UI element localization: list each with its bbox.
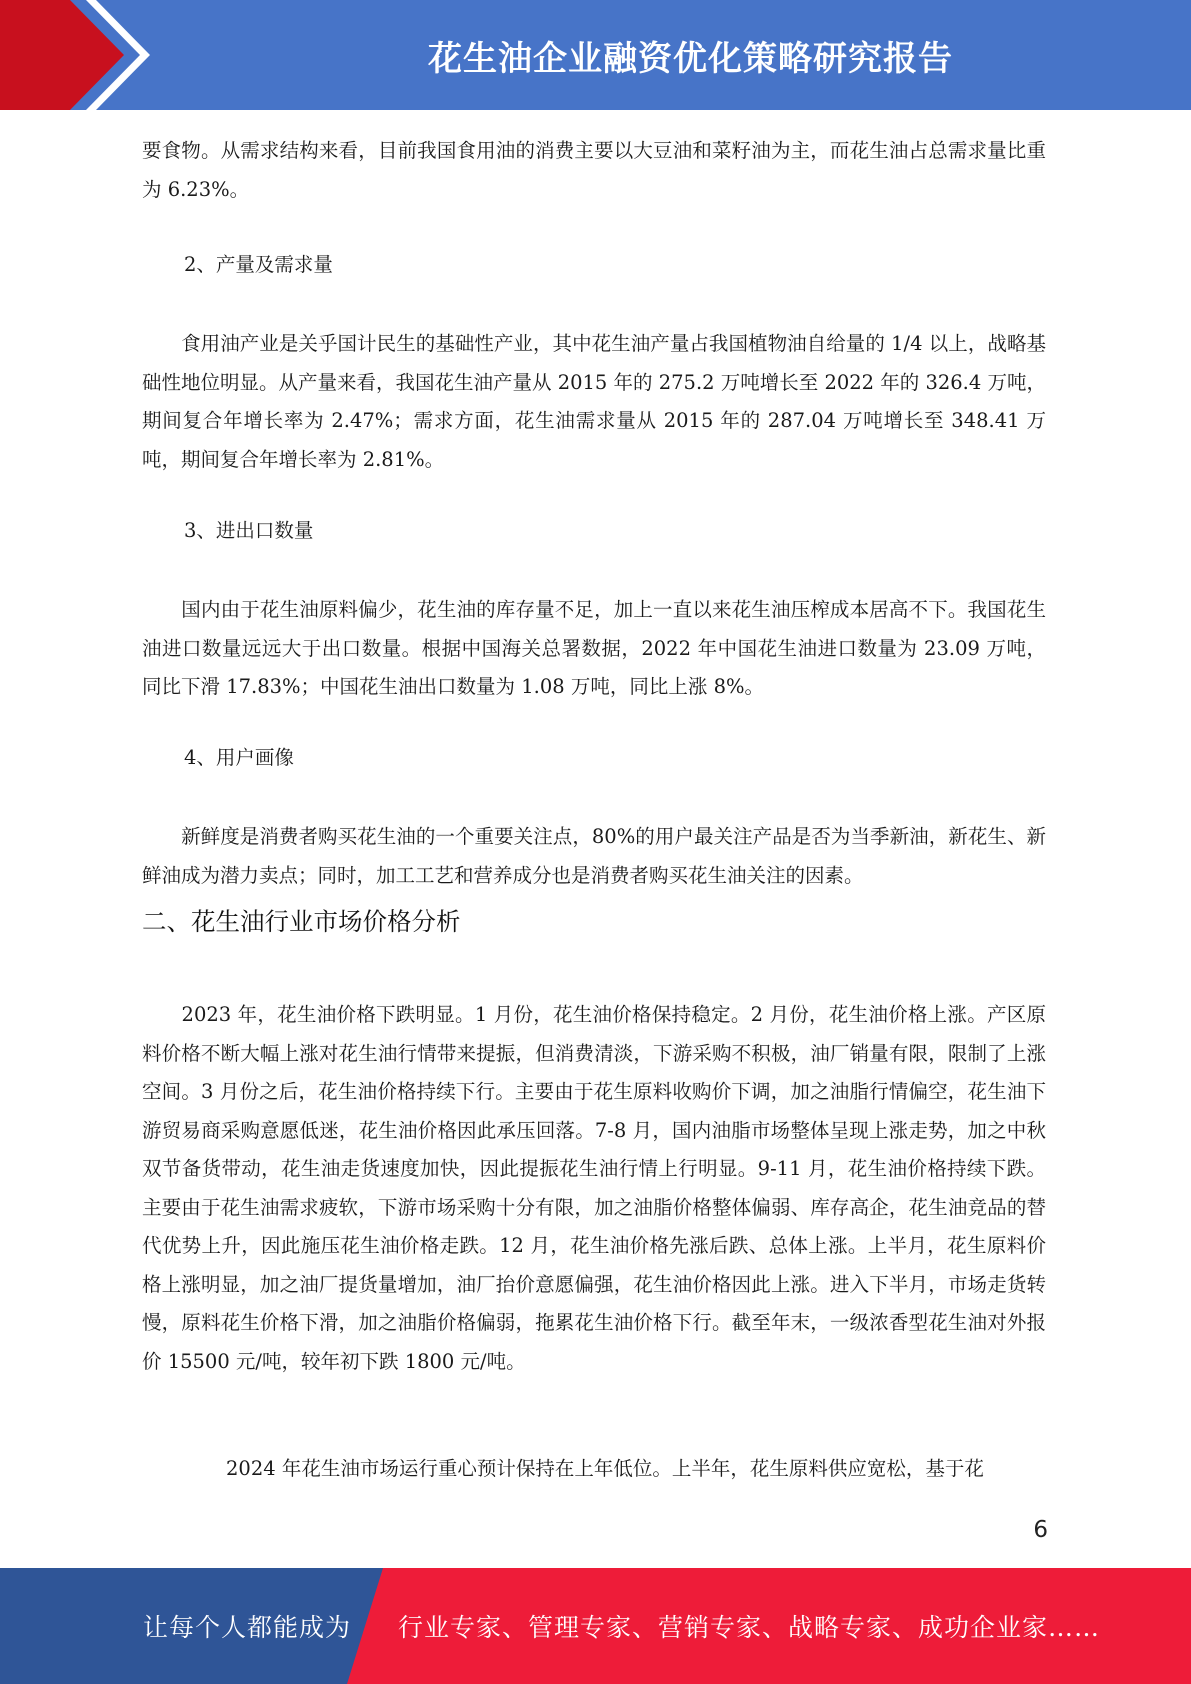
- paragraph-price-2023: 2023 年，花生油价格下跌明显。1 月份，花生油价格保持稳定。2 月份，花生油价格上涨。产区原料价格不断大幅上涨对花生油行情带来提振，但消费清淡，下游采购不积极，油厂销量有限，限制了上涨空间。3 月份之后，花生油价格持续下行。主要由于花生原料收购价下调，加之油脂行情偏空，花生油下游贸易商采购意愿低迷，花生油价格因此承压回落。7-8 月，国内油脂市场整体呈现上涨走势，加之中秋双节备货带动，花生油走货速度加快，因此提振花生油行情上行明显。9-11 月，花生油价格持续下跌。主要由于花生油需求疲软，下游市场采购十分有限，加之油脂价格整体偏弱、库存高企，花生油竞品的替代优势上升，因此施压花生油价格走跌。12 月，花生油价格先涨后跌、总体上涨。上半月，花生原料价格上涨明显，加之油厂提货量增加，油厂抬价意愿偏强，花生油价格因此上涨。进入下半月，市场走货转慢，原料花生价格下滑，加之油脂价格偏弱，拖累花生油价格下行。截至年末，一级浓香型花生油对外报价 15500 元/吨，较年初下跌 1800 元/吨。: [142, 1003, 1046, 1373]
- paragraph-user-profile: 新鲜度是消费者购买花生油的一个重要关注点，80%的用户最关注产品是否为当季新油，新花生、新鲜油成为潜力卖点；同时，加工工艺和营养成分也是消费者购买花生油关注的因素。: [142, 825, 1046, 887]
- paragraph-output-demand: 食用油产业是关乎国计民生的基础性产业，其中花生油产量占我国植物油自给量的 1/4 以上，战略基础性地位明显。从产量来看，我国花生油产量从 2015 年的 275.2 万吨增长至 2022 年的 326.4 万吨，期间复合年增长率为 2.47%；需求方面，花生油需求量从 2015 年的 287.04 万吨增长至 348.41 万吨，期间复合年增长率为 2.81%。: [142, 332, 1046, 471]
- paragraph-import-export: 国内由于花生油原料偏少，花生油的库存量不足，加上一直以来花生油压榨成本居高不下。我国花生油进口数量远远大于出口数量。根据中国海关总署数据，2022 年中国花生油进口数量为 23.09 万吨，同比下滑 17.83%；中国花生油出口数量为 1.08 万吨，同比上涨 8%。: [142, 598, 1046, 698]
- page-number: 6: [1033, 1517, 1048, 1543]
- footer-slogan-left: 让每个人都能成为: [143, 1613, 352, 1642]
- footer-band: [0, 1568, 1191, 1684]
- header-arrow-icon: [0, 0, 160, 110]
- subheading-user-profile: 4、用户画像: [184, 746, 294, 769]
- paragraph-demand-structure: 要食物。从需求结构来看，目前我国食用油的消费主要以大豆油和菜籽油为主，而花生油占总需求量比重为 6.23%。: [142, 139, 1046, 201]
- section-heading-price-analysis: 二、花生油行业市场价格分析: [142, 907, 461, 936]
- footer-slogan-right: 行业专家、管理专家、营销专家、战略专家、成功企业家……: [398, 1613, 1101, 1642]
- subheading-output-demand: 2、产量及需求量: [184, 253, 333, 276]
- header-band: [0, 0, 1191, 110]
- report-title: 花生油企业融资优化策略研究报告: [428, 38, 953, 79]
- subheading-import-export: 3、进出口数量: [184, 519, 314, 542]
- paragraph-price-2024: 2024 年花生油市场运行重心预计保持在上年低位。上半年，花生原料供应宽松，基于花: [226, 1457, 984, 1480]
